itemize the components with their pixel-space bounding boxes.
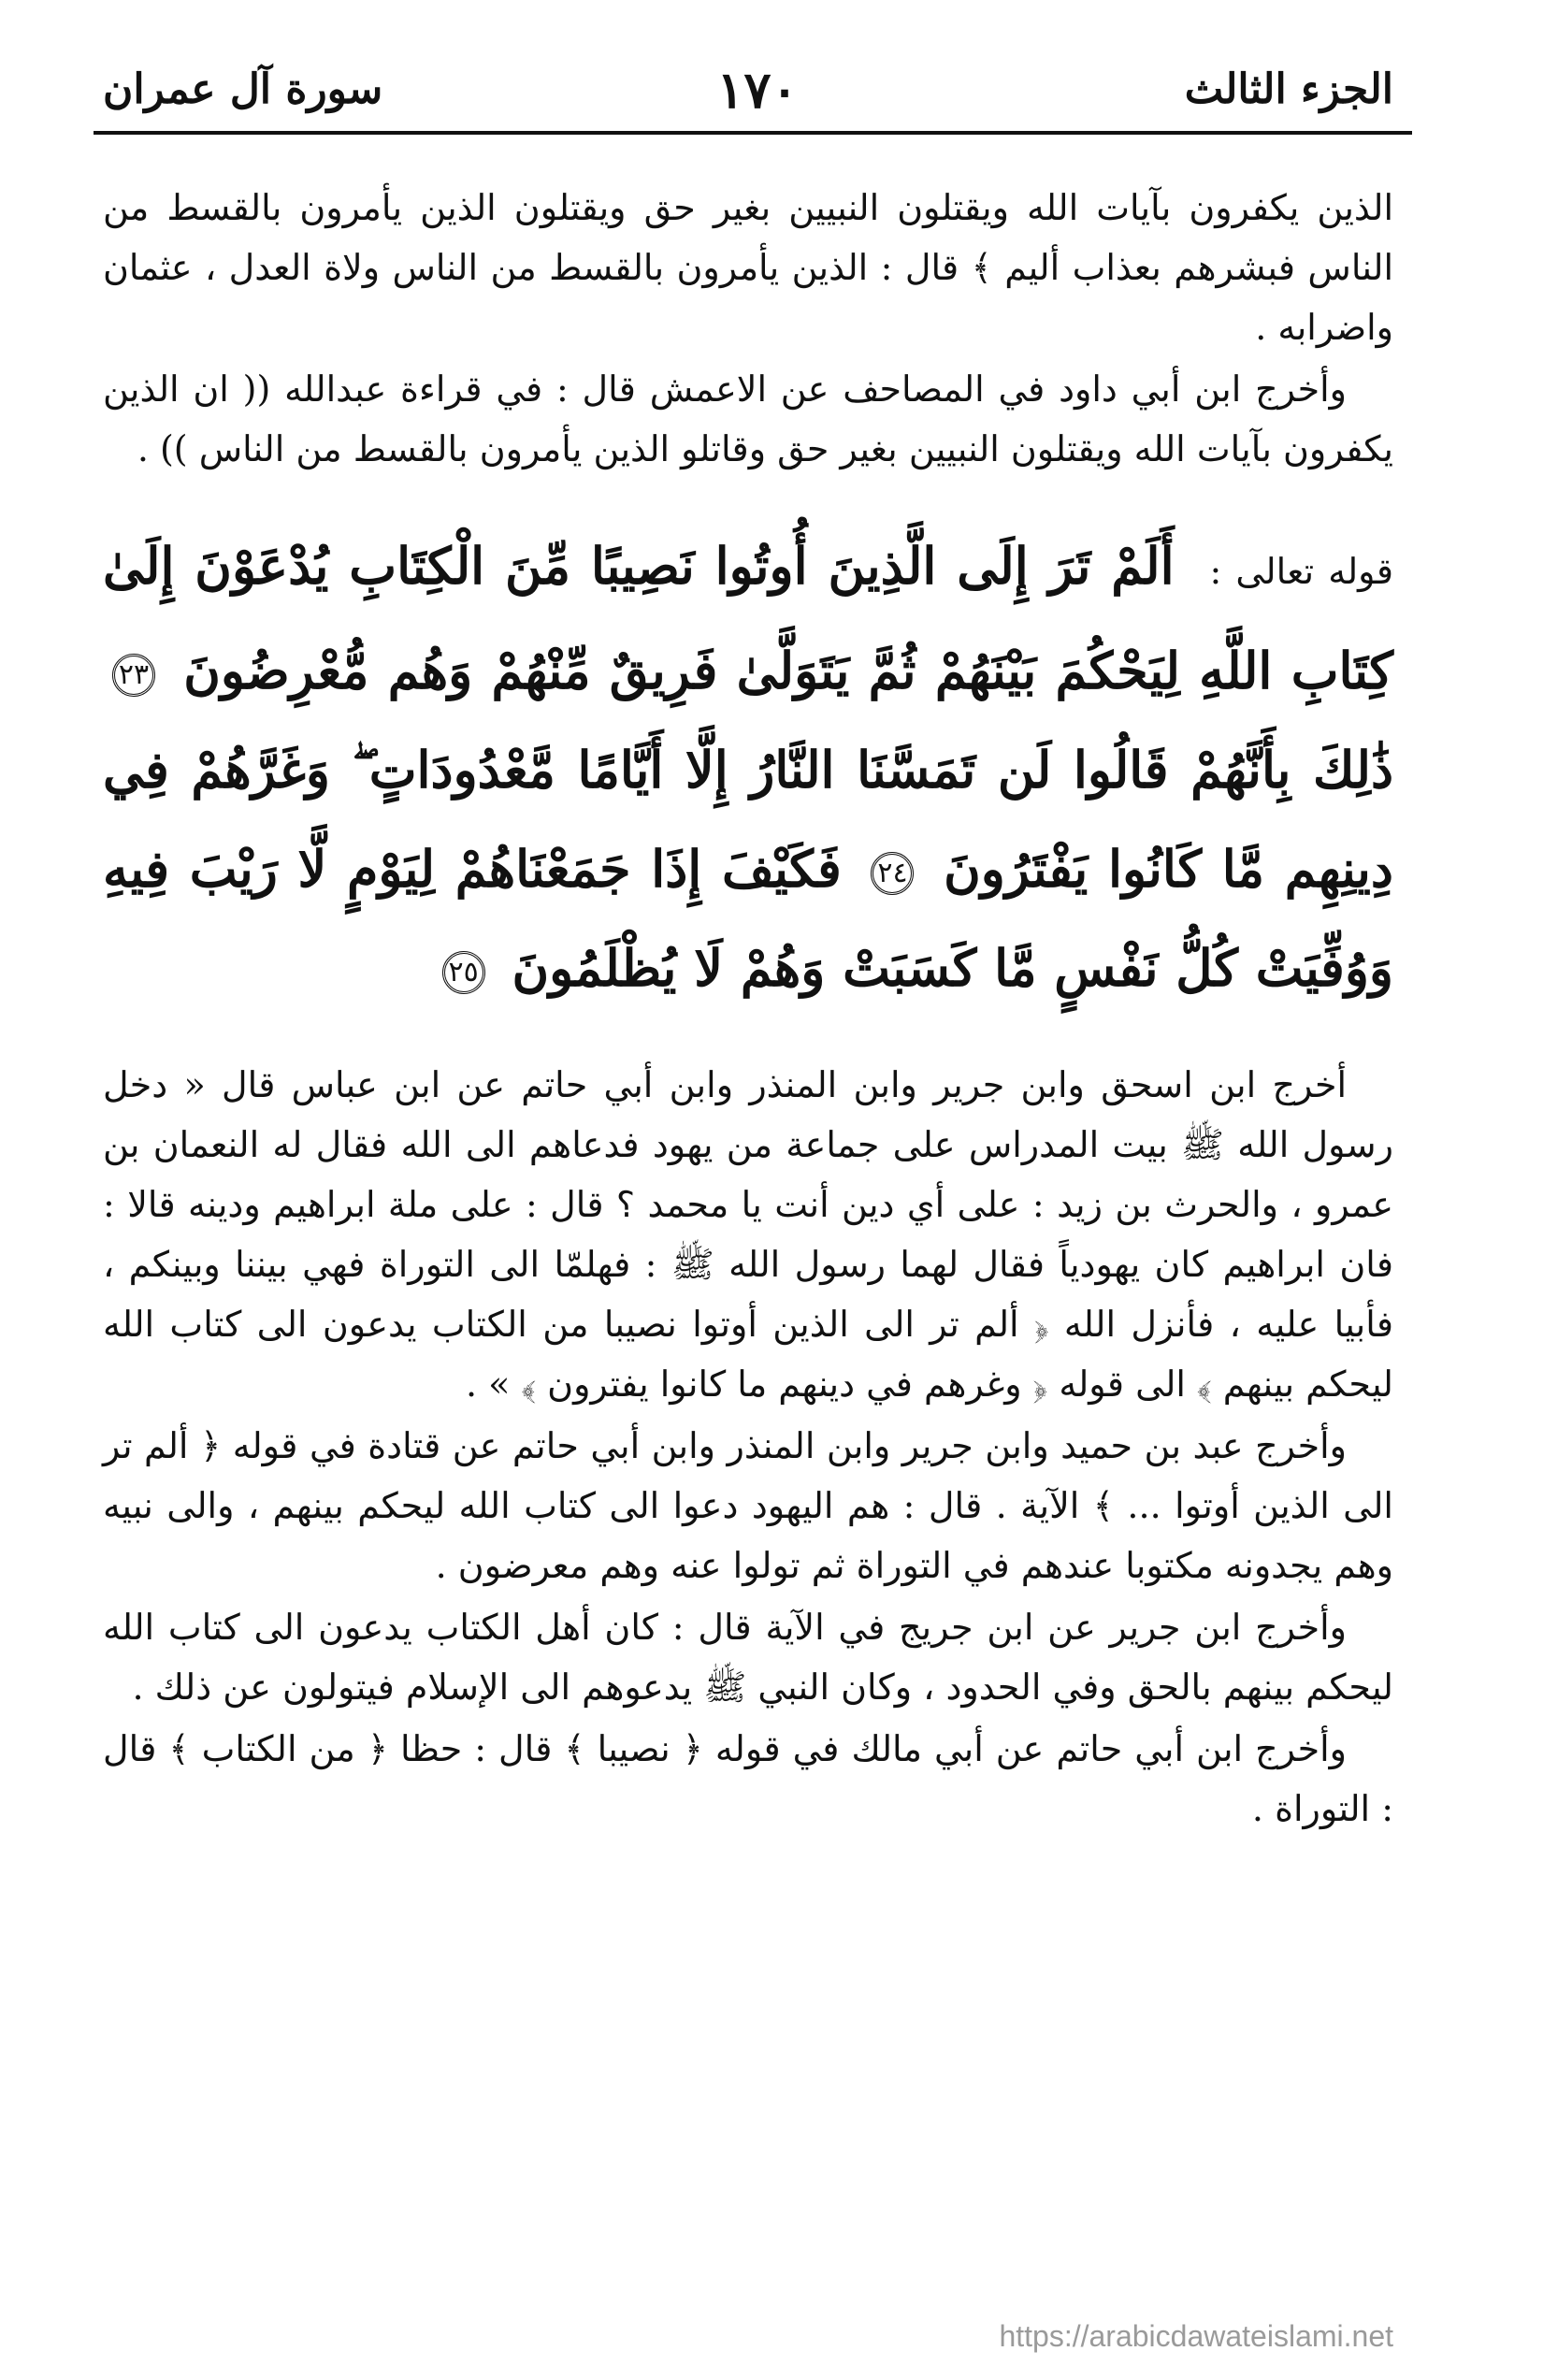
text-paragraph: وأخرج عبد بن حميد وابن جرير وابن المنذر وابن أبي حاتم عن قتادة في قوله ﴿ ألم تر الى الذين أوتوا ... ﴾ الآية . قال : هم اليهود دعوا الى كتاب الله ليحكم بينهم ، والى نبيه وهم يجدونه مكتوبا عندهم في التوراة ثم تولوا عنه وهم معرضون . — [103, 1425, 1393, 1586]
verse-intro: قوله تعالى : — [1209, 551, 1393, 592]
watermark-url: https://arabicdawateislami.net — [999, 2319, 1393, 2353]
verse-text: فَكَيْفَ إِذَا جَمَعْنَاهُمْ لِيَوْمٍ لَّا رَيْبَ فِيهِ وَوُفِّيَتْ كُلُّ نَفْسٍ مَّا كَسَبَتْ وَهُمْ لَا يُظْلَمُونَ — [103, 839, 1393, 998]
verse-text: أَلَمْ تَرَ إِلَى الَّذِينَ أُوتُوا نَصِيبًا مِّنَ الْكِتَابِ يُدْعَوْنَ إِلَىٰ كِتَابِ اللَّهِ لِيَحْكُمَ بَيْنَهُمْ ثُمَّ يَتَوَلَّىٰ فَرِيقٌ مِّنْهُمْ وَهُم مُّعْرِضُونَ — [103, 536, 1393, 700]
text-paragraph: وأخرج ابن أبي داود في المصاحف عن الاعمش قال : في قراءة عبدالله (( ان الذين يكفرون بآيات الله ويقتلون النبيين بغير حق وقاتلو الذين يأمرون بالقسط من الناس )) . — [103, 368, 1393, 469]
ayah-number-marker: ٢٤ — [871, 852, 914, 895]
header-divider — [94, 131, 1412, 135]
book-page — [103, 37, 1412, 2338]
ayah-number-marker: ٢٥ — [442, 951, 485, 994]
text-paragraph: أخرج ابن اسحق وابن جرير وابن المنذر وابن أبي حاتم عن ابن عباس قال « دخل رسول الله ﷺ بيت المدراس على جماعة من يهود فدعاهم الى الله فقال له النعمان بن عمرو ، والحرث بن زيد : على أي دين أنت يا محمد ؟ قال : على ملة ابراهيم ودينه قالا : فان ابراهيم كان يهودياً فقال لهما رسول الله ﷺ : فهلمّا الى التوراة فهي بيننا وبينكم ، فأبيا عليه ، فأنزل الله ﴿ ألم تر الى الذين أوتوا نصيبا من الكتاب يدعون الى كتاب الله ليحكم بينهم ﴾ الى قوله ﴿ وغرهم في دينهم ما كانوا يفترون ﴾ » . — [103, 1064, 1393, 1405]
page-number: ١٧٠ — [716, 60, 799, 120]
quran-verse-block — [103, 516, 1393, 1017]
surah-title: سورة آل عمران — [103, 65, 383, 113]
page-body — [103, 178, 1393, 1840]
verse-text: ذَٰلِكَ بِأَنَّهُمْ قَالُوا لَن تَمَسَّنَا النَّارُ إِلَّا أَيَّامًا مَّعْدُودَاتٍ ۖ وَغَرَّهُمْ فِي دِينِهِم مَّا كَانُوا يَفْتَرُونَ — [103, 740, 1393, 899]
text-paragraph: وأخرج ابن جرير عن ابن جريج في الآية قال : كان أهل الكتاب يدعون الى كتاب الله ليحكم بينهم بالحق وفي الحدود ، وكان النبي ﷺ يدعوهم الى الإسلام فيتولون عن ذلك . — [103, 1607, 1393, 1708]
part-title: الجزء الثالث — [1184, 65, 1393, 113]
text-paragraph: وأخرج ابن أبي حاتم عن أبي مالك في قوله ﴿ نصيبا ﴾ قال : حظا ﴿ من الكتاب ﴾ قال : التوراة . — [103, 1728, 1393, 1829]
page-header — [103, 47, 1412, 131]
text-paragraph: الذين يكفرون بآيات الله ويقتلون النبيين بغير حق ويقتلون الذين يأمرون بالقسط من الناس فبشرهم بعذاب أليم ﴾ قال : الذين يأمرون بالقسط من الناس ولاة العدل ، عثمان واضرابه . — [103, 187, 1393, 348]
ayah-number-marker: ٢٣ — [112, 654, 155, 697]
